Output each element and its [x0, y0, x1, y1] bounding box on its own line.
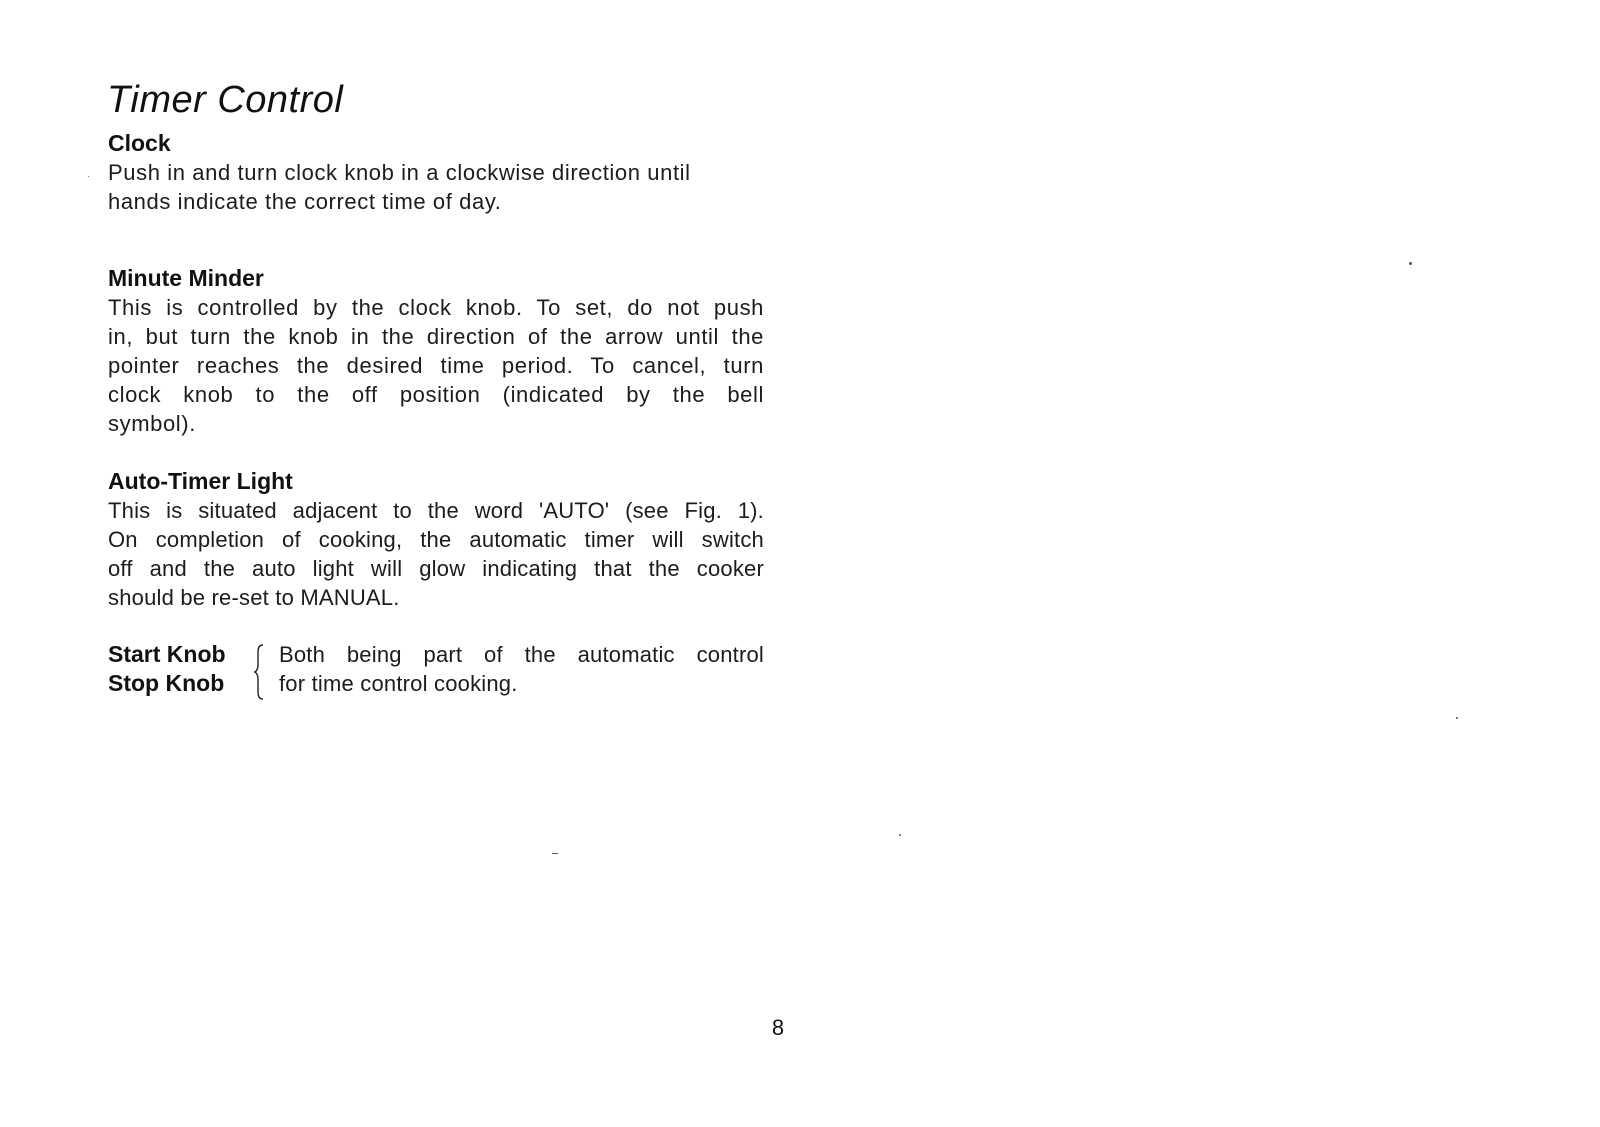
scan-speck [1456, 717, 1458, 719]
text-line: hands indicate the correct time of day. [108, 189, 502, 214]
text-line: clock knob to the off position (indicated by the bell [108, 382, 764, 407]
knob-definitions [108, 640, 768, 700]
brace-icon [254, 644, 268, 700]
section-text-minute-minder [108, 293, 764, 438]
section-text-clock [108, 158, 764, 216]
text-line: should be re-set to MANUAL. [108, 585, 400, 610]
text-line: This is controlled by the clock knob. To set, do not push [108, 295, 764, 320]
scan-speck [88, 176, 89, 177]
section-text-auto-timer-light [108, 496, 764, 612]
section-clock [108, 128, 764, 216]
knob-labels [108, 640, 250, 698]
text-line: On completion of cooking, the automatic timer will switch [108, 527, 764, 552]
text-line: Both being part of the automatic control [279, 642, 764, 667]
section-minute-minder [108, 263, 764, 438]
page-title: Timer Control [107, 79, 344, 121]
text-line: for time control cooking. [279, 671, 518, 696]
scan-speck [1409, 262, 1412, 265]
section-heading-minute-minder: Minute Minder [108, 265, 264, 291]
text-line: symbol). [108, 411, 196, 436]
text-line: off and the auto light will glow indicating that the cooker [108, 556, 764, 581]
text-line: Push in and turn clock knob in a clockwise direction until [108, 160, 691, 185]
section-auto-timer-light [108, 466, 764, 612]
section-heading-clock: Clock [108, 130, 171, 156]
scan-speck [552, 853, 558, 854]
stop-knob-label: Stop Knob [108, 670, 225, 696]
start-knob-label: Start Knob [108, 641, 226, 667]
section-heading-auto-timer-light: Auto-Timer Light [108, 468, 293, 494]
text-line: This is situated adjacent to the word 'AUTO' (see Fig. 1). [108, 498, 764, 523]
text-line: pointer reaches the desired time period. To cancel, turn [108, 353, 764, 378]
text-line: in, but turn the knob in the direction of the arrow until the [108, 324, 764, 349]
scan-speck [899, 834, 901, 836]
knob-description [279, 640, 764, 698]
page-number: 8 [771, 1015, 785, 1040]
